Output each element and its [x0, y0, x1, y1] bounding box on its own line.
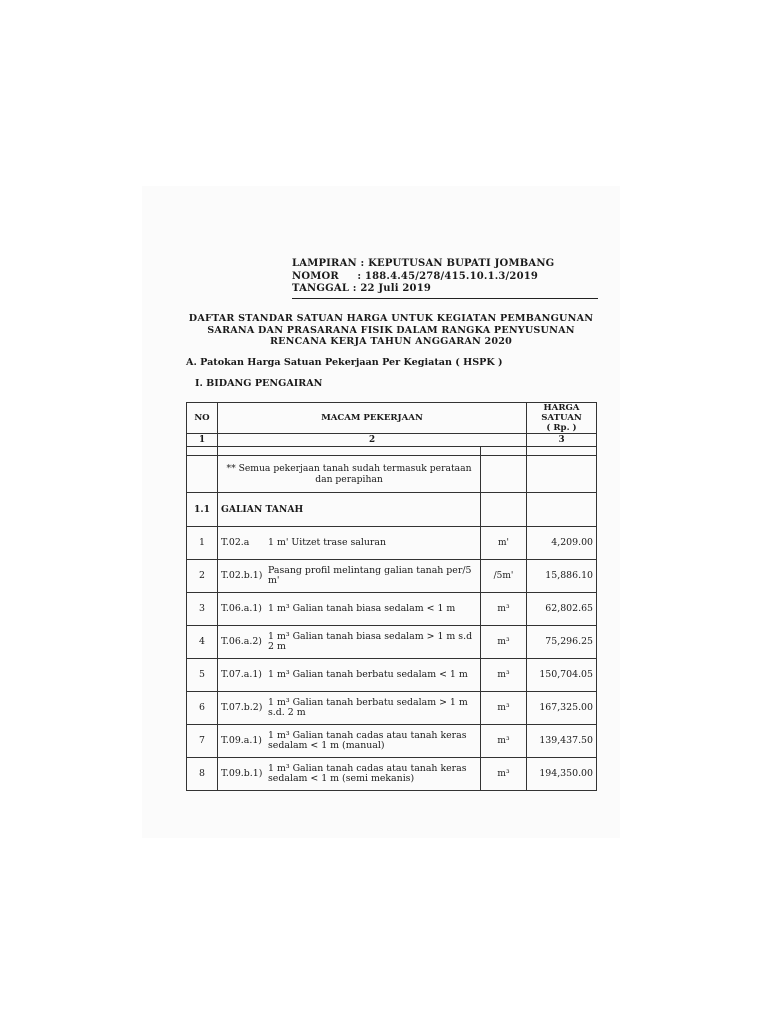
- row-desc: 1 m³ Galian tanah biasa sedalam > 1 m s.d 2 m: [268, 631, 473, 652]
- row-no: 6: [187, 692, 218, 725]
- row-no: 3: [187, 593, 218, 626]
- row-desc: 1 m³ Galian tanah cadas atau tanah keras sedalam < 1 m (semi mekanis): [268, 763, 467, 784]
- row-code: T.06.a.2): [221, 636, 262, 647]
- header-no: NO: [187, 403, 218, 434]
- row-no: 5: [187, 659, 218, 692]
- row-pekerjaan: [218, 593, 481, 626]
- subsection-row: [187, 493, 597, 527]
- title-line-2: SARANA DAN PRASARANA FISIK DALAM RANGKA PENYUSUNAN: [207, 324, 575, 336]
- row-code: T.09.a.1): [221, 735, 262, 746]
- table-row: [187, 626, 597, 659]
- row-satuan: m': [481, 527, 527, 560]
- table-row: [187, 659, 597, 692]
- row-pekerjaan: [218, 626, 481, 659]
- row-satuan: m³: [481, 692, 527, 725]
- row-no: 4: [187, 626, 218, 659]
- table-body: [187, 527, 597, 791]
- row-code: T.06.a.1): [221, 603, 262, 614]
- col-number-1: 1: [187, 434, 218, 447]
- row-satuan: m³: [481, 725, 527, 758]
- row-pekerjaan: [218, 692, 481, 725]
- subsection-title: GALIAN TANAH: [218, 493, 481, 527]
- table-row: [187, 593, 597, 626]
- table-row: [187, 725, 597, 758]
- section-a-heading: A. Patokan Harga Satuan Pekerjaan Per Kegiatan ( HSPK ): [186, 357, 503, 368]
- row-harga: 75,296.25: [527, 626, 597, 659]
- row-pekerjaan: [218, 725, 481, 758]
- row-desc: 1 m³ Galian tanah berbatu sedalam > 1 m s.d. 2 m: [268, 697, 468, 718]
- row-harga: 4,209.00: [527, 527, 597, 560]
- lampiran-block: [292, 258, 598, 299]
- tanggal-line: TANGGAL : 22 Juli 2019: [292, 283, 432, 294]
- row-code: T.02.a: [221, 537, 250, 548]
- row-satuan: m³: [481, 659, 527, 692]
- row-desc: 1 m³ Galian tanah cadas atau tanah keras sedalam < 1 m (manual): [268, 730, 467, 751]
- row-harga: 150,704.05: [527, 659, 597, 692]
- row-pekerjaan: [218, 560, 481, 593]
- lampiran-line: LAMPIRAN : KEPUTUSAN BUPATI JOMBANG: [292, 258, 555, 269]
- row-harga: 167,325.00: [527, 692, 597, 725]
- row-code: T.09.b.1): [221, 768, 263, 779]
- row-pekerjaan: [218, 659, 481, 692]
- row-desc: Pasang profil melintang galian tanah per/5 m': [268, 565, 472, 586]
- title-line-3: RENCANA KERJA TAHUN ANGGARAN 2020: [269, 336, 513, 347]
- spacer-row: [187, 447, 597, 456]
- header-harga-satuan: HARGA SATUAN ( Rp. ): [527, 403, 597, 434]
- row-no: 8: [187, 758, 218, 791]
- row-satuan: m³: [481, 758, 527, 791]
- row-pekerjaan: [218, 758, 481, 791]
- row-harga: 139,437.50: [527, 725, 597, 758]
- subsection-no: 1.1: [187, 493, 218, 527]
- col-number-2: 2: [218, 434, 527, 447]
- row-desc: 1 m³ Galian tanah biasa sedalam < 1 m: [268, 603, 456, 614]
- document-title: [186, 313, 596, 348]
- row-satuan: m³: [481, 626, 527, 659]
- row-no: 7: [187, 725, 218, 758]
- header-underline: [292, 298, 598, 299]
- table-header-row: [187, 403, 597, 434]
- column-number-row: [187, 434, 597, 447]
- table-row: [187, 758, 597, 791]
- row-code: T.02.b.1): [221, 570, 263, 581]
- row-satuan: m³: [481, 593, 527, 626]
- table-row: [187, 527, 597, 560]
- nomor-line: NOMOR : 188.4.45/278/415.10.1.3/2019: [292, 270, 539, 282]
- row-no: 2: [187, 560, 218, 593]
- row-harga: 62,802.65: [527, 593, 597, 626]
- note-text: ** Semua pekerjaan tanah sudah termasuk perataan dan perapihan: [218, 456, 481, 493]
- row-harga: 15,886.10: [527, 560, 597, 593]
- row-code: T.07.a.1): [221, 669, 262, 680]
- row-desc: 1 m' Uitzet trase saluran: [268, 537, 387, 548]
- table-row: [187, 692, 597, 725]
- row-no: 1: [187, 527, 218, 560]
- row-code: T.07.b.2): [221, 702, 263, 713]
- section-i-heading: I. BIDANG PENGAIRAN: [195, 378, 323, 389]
- title-line-1: DAFTAR STANDAR SATUAN HARGA UNTUK KEGIATAN PEMBANGUNAN: [188, 313, 594, 324]
- hspk-table: [186, 402, 597, 791]
- col-number-3: 3: [527, 434, 597, 447]
- row-satuan: /5m': [481, 560, 527, 593]
- header-macam-pekerjaan: MACAM PEKERJAAN: [218, 403, 527, 434]
- row-pekerjaan: [218, 527, 481, 560]
- note-row: [187, 456, 597, 493]
- table-row: [187, 560, 597, 593]
- row-desc: 1 m³ Galian tanah berbatu sedalam < 1 m: [268, 669, 468, 680]
- row-harga: 194,350.00: [527, 758, 597, 791]
